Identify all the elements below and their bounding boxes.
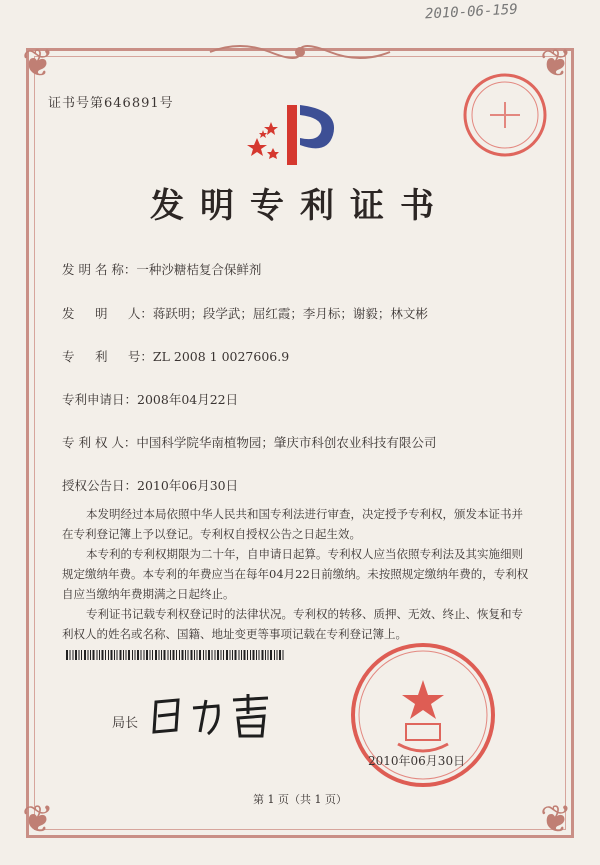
certificate-body — [62, 504, 532, 644]
director-label: 局长 — [112, 716, 139, 731]
grant-date-label: 授权公告日： — [62, 478, 138, 493]
approval-seal — [460, 70, 550, 160]
patentee-value: 中国科学院华南植物园；肇庆市科创农业科技有限公司 — [136, 435, 437, 450]
application-date-label: 专利申请日： — [62, 392, 138, 407]
patent-number-row — [62, 347, 289, 365]
certificate-title: 发明专利证书 — [150, 186, 450, 226]
body-paragraph: 专利证书记载专利权登记时的法律状况。专利权的转移、质押、无效、终止、恢复和专利权人的姓名或名称、国籍、地址变更等事项记载在专利登记簿上。 — [62, 607, 523, 641]
application-date-row — [62, 390, 238, 408]
invention-name-value: 一种沙糖桔复合保鲜剂 — [136, 262, 262, 277]
patent-office-logo-icon — [245, 100, 345, 170]
corner-ornament-bl: ❦ — [22, 797, 54, 841]
inventors-label: 发 明 人： — [62, 306, 153, 321]
grant-date-row — [62, 476, 238, 494]
patent-number-label: 专 利 号： — [62, 349, 153, 364]
corner-ornament-tl: ❦ — [22, 41, 54, 85]
invention-name-label: 发 明 名 称： — [62, 262, 137, 277]
patentee-label: 专 利 权 人： — [62, 435, 137, 450]
corner-ornament-br: ❦ — [540, 797, 572, 841]
handwritten-note: 2010-06-159 — [424, 1, 519, 23]
inventors-row — [62, 304, 428, 322]
patent-number-value: ZL 2008 1 0027606.9 — [152, 349, 290, 364]
grant-date-value: 2010年06月30日 — [137, 478, 239, 493]
invention-name-row — [62, 260, 261, 278]
corner-ornament-tr: ❦ — [540, 41, 572, 85]
inventors-value: 蒋跃明；段学武；屈红霞；李月标；谢毅；林文彬 — [152, 306, 428, 321]
top-ornament — [200, 40, 400, 64]
body-paragraph: 本专利的专利权期限为二十年，自申请日起算。专利权人应当依照专利法及其实施细则规定缴纳年费。本专利的年费应当在每年04月22日前缴纳。未按照规定缴纳年费的，专利权自应当缴纳年费期满之日起终止。 — [62, 547, 529, 601]
seal-date: 2010年06月30日 — [368, 754, 466, 768]
patentee-row — [62, 433, 436, 451]
barcode — [66, 650, 286, 660]
application-date-value: 2008年04月22日 — [137, 392, 239, 407]
page-number: 第 1 页（共 1 页） — [253, 793, 347, 806]
body-paragraph: 本发明经过本局依照中华人民共和国专利法进行审查，决定授予专利权，颁发本证书并在专利登记簿上予以登记。专利权自授权公告之日起生效。 — [62, 507, 523, 541]
director-signature — [148, 690, 278, 740]
certificate-number: 证书号第646891号 — [48, 96, 174, 111]
